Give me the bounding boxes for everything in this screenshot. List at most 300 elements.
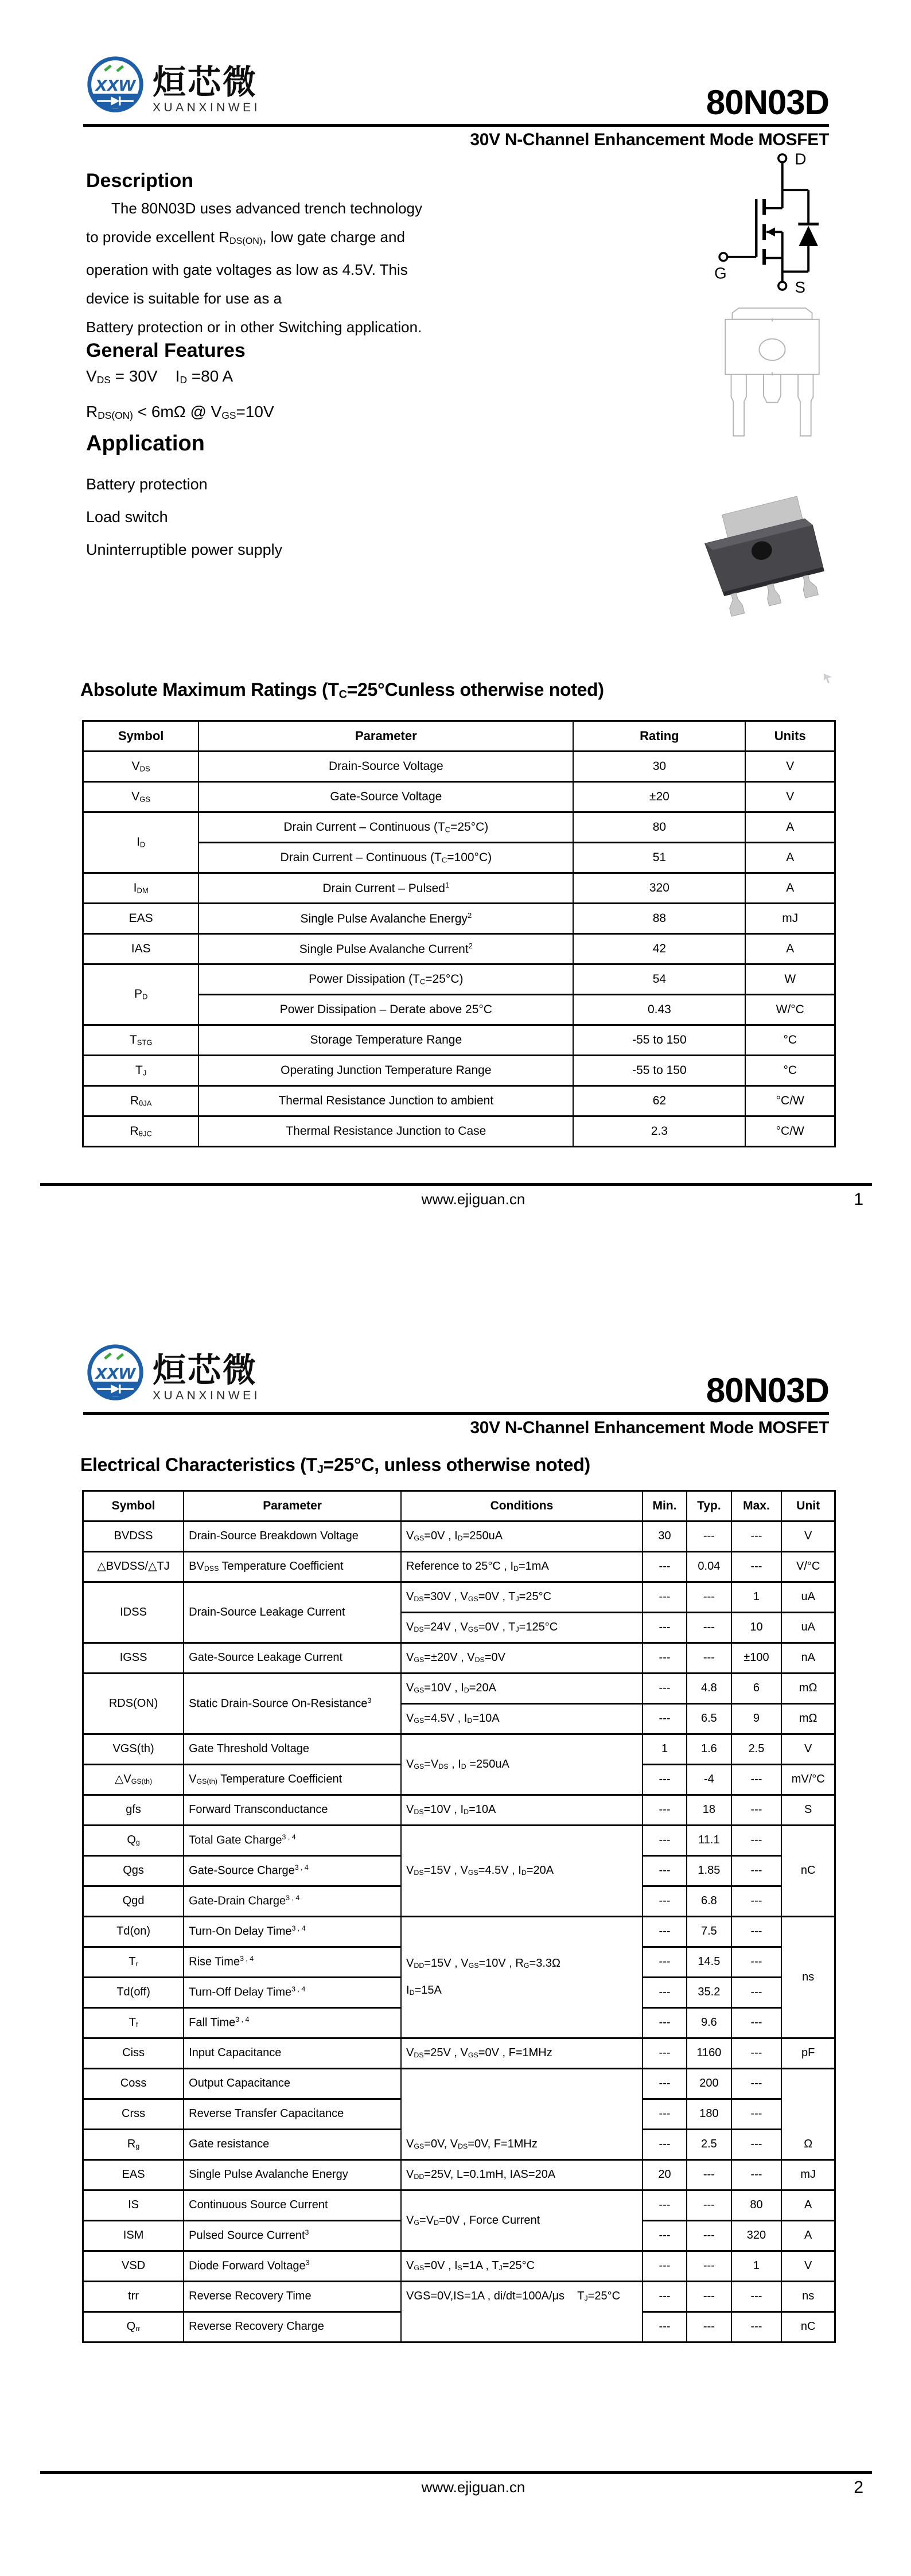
table-cell: --- (643, 1978, 687, 2008)
table-cell: --- (643, 1582, 687, 1613)
table-cell: 0.43 (573, 995, 745, 1025)
application-item: Load switch (86, 508, 168, 526)
table-row (83, 1674, 835, 1704)
table-cell: -55 to 150 (573, 1025, 745, 1056)
part-number: 80N03D (706, 83, 829, 122)
table-cell: 7.5 (687, 1917, 731, 1947)
application-heading: Application (86, 431, 205, 456)
table-cell: ±20 (573, 782, 745, 812)
table-cell: 6 (731, 1674, 782, 1704)
table-cell: Continuous Source Current (184, 2190, 401, 2221)
table-cell: 1 (731, 2251, 782, 2282)
table-cell: --- (731, 1886, 782, 1917)
table-cell: nC (781, 1826, 835, 1917)
table-row (83, 2282, 835, 2312)
table-cell: EAS (83, 2160, 184, 2190)
table-cell: $V_{GS}=4.5V$ , $I_D=10A$ (401, 1704, 643, 1734)
table-cell: W (745, 964, 835, 995)
header-rule (83, 124, 829, 127)
table-cell: --- (643, 1917, 687, 1947)
electrical-characteristics-table (82, 1490, 836, 2343)
description-line: device is suitable for use as a (86, 289, 282, 307)
general-features-line: $R_{DS(ON)} < 6m\Omega$ @ $V_{GS}=10V$ (86, 403, 274, 422)
table-cell: Total Gate Charge$^{3 , 4}$ (184, 1826, 401, 1856)
table-cell: VGS=0V,IS=1A , di/dt=100A/μs $T_J=25^\circ C$ (401, 2282, 643, 2342)
table-row (83, 2069, 835, 2099)
table-cell: Output Capacitance (184, 2069, 401, 2099)
table-cell: 14.5 (687, 1947, 731, 1978)
gate-label: G (714, 264, 727, 282)
table-cell: --- (643, 1826, 687, 1856)
table-cell: --- (643, 1795, 687, 1826)
table-cell: --- (643, 1765, 687, 1795)
table-row (83, 964, 835, 995)
table-cell: --- (643, 1886, 687, 1917)
table-cell: ns (781, 1917, 835, 2038)
description-line: to provide excellent $R_{DS(ON)}$, low gate charge and (86, 228, 405, 246)
table-cell: IS (83, 2190, 184, 2221)
table-row (83, 2190, 835, 2221)
table-cell: --- (731, 1795, 782, 1826)
table-cell: Qgs (83, 1856, 184, 1886)
table-cell: IGSS (83, 1643, 184, 1674)
table-cell: IDSS (83, 1582, 184, 1643)
table-row (83, 1086, 835, 1116)
table-cell: V (781, 2251, 835, 2282)
table-cell: --- (643, 1704, 687, 1734)
table-cell: Operating Junction Temperature Range (198, 1056, 573, 1086)
column-header: Parameter (198, 721, 573, 752)
footer-rule (40, 1183, 872, 1186)
table-row (83, 1025, 835, 1056)
table-cell: $R_g$ (83, 2130, 184, 2160)
table-cell: A (781, 2190, 835, 2221)
table-cell: VGS(th) (83, 1734, 184, 1765)
table-cell: $\triangle V_{GS(th)}$ (83, 1765, 184, 1795)
table-cell: $T_{STG}$ (83, 1025, 199, 1056)
brand-name-cn: 烜芯微 (153, 64, 258, 101)
document-subtitle: 30V N-Channel Enhancement Mode MOSFET (470, 130, 829, 149)
table-cell: uA (781, 1582, 835, 1613)
table-cell: $V_{DD}=15V$ , $V_{GS}=10V$ , $R_G=3.3\Omega$ $I_D=15A$ (401, 1917, 643, 2038)
table-cell: Forward Transconductance (184, 1795, 401, 1826)
table-cell: 2.5 (731, 1734, 782, 1765)
table-cell: Diode Forward Voltage$^3$ (184, 2251, 401, 2282)
table-cell: $T_f$ (83, 2008, 184, 2038)
table-cell: 62 (573, 1086, 745, 1116)
table-cell: $V_{DS}$ (83, 752, 199, 782)
table-cell: Rise Time$^{3 , 4}$ (184, 1947, 401, 1978)
package-3d-image (701, 492, 824, 617)
table-row (83, 1056, 835, 1086)
table-cell: °C/W (745, 1116, 835, 1147)
table-cell: nC (781, 2312, 835, 2342)
table-cell: --- (687, 2190, 731, 2221)
table-cell: VSD (83, 2251, 184, 2282)
table-cell: --- (731, 2160, 782, 2190)
table-cell: nA (781, 1643, 835, 1674)
table-cell: Turn-Off Delay Time$^{3 , 4}$ (184, 1978, 401, 2008)
table-cell: V/°C (781, 1552, 835, 1582)
table-cell: 0.04 (687, 1552, 731, 1582)
table-cell: $V_{DS}=25V$ , $V_{GS}=0V$ , F=1MHz (401, 2038, 643, 2069)
column-header: Max. (731, 1491, 782, 1522)
table-cell: --- (643, 1613, 687, 1643)
table-cell: °C (745, 1056, 835, 1086)
brand-name-en: XUANXINWEI (153, 101, 261, 114)
table-cell: 88 (573, 904, 745, 934)
table-cell: 1.6 (687, 1734, 731, 1765)
table-row (83, 812, 835, 843)
table-cell: mΩ (781, 1674, 835, 1704)
table-cell: --- (643, 1856, 687, 1886)
column-header: Symbol (83, 1491, 184, 1522)
brand-mark-letters: xxw (95, 1360, 135, 1384)
table-cell: -4 (687, 1765, 731, 1795)
table-row (83, 1522, 835, 1552)
table-cell: --- (687, 1613, 731, 1643)
table-cell: $V_{GS}=0V$ , $I_S=1A$ , $T_J=25^\circ C$ (401, 2251, 643, 2282)
table-cell: --- (687, 1522, 731, 1552)
footer-website-link[interactable]: www.ejiguan.cn (421, 1190, 525, 1208)
table-cell: V (745, 752, 835, 782)
table-cell: --- (643, 1643, 687, 1674)
table-cell: $T_J$ (83, 1056, 199, 1086)
table-cell: Thermal Resistance Junction to Case (198, 1116, 573, 1147)
table-cell: 20 (643, 2160, 687, 2190)
table-cell: Single Pulse Avalanche Energy$^2$ (198, 904, 573, 934)
table-cell: Coss (83, 2069, 184, 2099)
table-row (83, 1917, 835, 1947)
table-row (83, 782, 835, 812)
description-heading: Description (86, 170, 194, 192)
package-outline-icon (718, 303, 826, 448)
table-row (83, 904, 835, 934)
table-cell: Power Dissipation – Derate above 25°C (198, 995, 573, 1025)
electrical-characteristics-heading: Electrical Characteristics ($T_J=25^\circ C$, unless otherwise noted) (80, 1454, 590, 1476)
table-cell: Power Dissipation $(T_C=25^\circ C)$ (198, 964, 573, 995)
table-cell: 1 (731, 1582, 782, 1613)
table-cell: $V_{GS}=0V$, $V_{DS}=0V$, F=1MHz (401, 2069, 643, 2160)
table-cell: A (745, 812, 835, 843)
abs-max-heading: Absolute Maximum Ratings ($T_C=25^\circ Cunless$ otherwise noted) (80, 679, 604, 701)
table-row (83, 2251, 835, 2282)
table-cell: 1160 (687, 2038, 731, 2069)
table-cell: $Q_g$ (83, 1826, 184, 1856)
description-line: The 80N03D uses advanced trench technology (111, 200, 423, 217)
table-cell: 6.8 (687, 1886, 731, 1917)
table-cell: $V_{DS}=10V$ , $I_D=10A$ (401, 1795, 643, 1826)
table-cell: --- (731, 2008, 782, 2038)
table-row (83, 2160, 835, 2190)
general-features-line: $V_{DS} = 30V$ $I_D =80$ A (86, 367, 233, 386)
table-cell: --- (731, 2130, 782, 2160)
column-header: Conditions (401, 1491, 643, 1522)
table-row (83, 1582, 835, 1613)
table-row (83, 934, 835, 964)
table-cell: --- (731, 2069, 782, 2099)
table-cell: 30 (643, 1522, 687, 1552)
brand-name-cn: 烜芯微 (153, 1352, 258, 1389)
table-cell: $V_{GS}=V_{DS}$ , $I_D =250uA$ (401, 1734, 643, 1795)
column-header: Unit (781, 1491, 835, 1522)
table-cell: A (745, 843, 835, 873)
table-cell: 9.6 (687, 2008, 731, 2038)
table-cell: 180 (687, 2099, 731, 2130)
table-cell: mΩ (781, 1704, 835, 1734)
table-cell: Storage Temperature Range (198, 1025, 573, 1056)
source-label: S (795, 278, 805, 296)
table-header-row (83, 1491, 835, 1522)
document-subtitle: 30V N-Channel Enhancement Mode MOSFET (470, 1418, 829, 1437)
table-cell: $BV_{DSS}$ Temperature Coefficient (184, 1552, 401, 1582)
table-cell: 54 (573, 964, 745, 995)
table-cell: --- (643, 2312, 687, 2342)
table-cell: --- (687, 2221, 731, 2251)
table-cell: --- (731, 1765, 782, 1795)
table-row (83, 1826, 835, 1856)
table-cell: V (745, 782, 835, 812)
table-cell: 320 (573, 873, 745, 904)
part-number: 80N03D (706, 1371, 829, 1410)
table-cell: $R_{\theta JA}$ (83, 1086, 199, 1116)
table-row (83, 1734, 835, 1765)
table-cell: gfs (83, 1795, 184, 1826)
table-cell: $R_{\theta JC}$ (83, 1116, 199, 1147)
table-cell: -55 to 150 (573, 1056, 745, 1086)
table-cell: RDS(ON) (83, 1674, 184, 1734)
table-cell: Gate Threshold Voltage (184, 1734, 401, 1765)
column-header: Min. (643, 1491, 687, 1522)
table-cell: Reference to 25°C , $I_D=1mA$ (401, 1552, 643, 1582)
table-cell: --- (687, 2160, 731, 2190)
table-cell: 42 (573, 934, 745, 964)
table-cell: Reverse Recovery Time (184, 2282, 401, 2312)
table-cell: Turn-On Delay Time$^{3 , 4}$ (184, 1917, 401, 1947)
table-cell: --- (687, 2312, 731, 2342)
table-cell: $V_{DD}=25V$, L=0.1mH, IAS=20A (401, 2160, 643, 2190)
table-cell: $V_{DS}=30V$ , $V_{GS}=0V$ , $T_J=25^\circ C$ (401, 1582, 643, 1613)
table-cell: 35.2 (687, 1978, 731, 2008)
header-rule (83, 1412, 829, 1415)
table-cell: mJ (781, 2160, 835, 2190)
table-cell: Pulsed Source Current$^3$ (184, 2221, 401, 2251)
table-cell: 1.85 (687, 1856, 731, 1886)
table-cell: Td(off) (83, 1978, 184, 2008)
table-cell: --- (643, 2221, 687, 2251)
table-cell: $V_{GS(th)}$ Temperature Coefficient (184, 1765, 401, 1795)
table-cell: Gate-Drain Charge$^{3 , 4}$ (184, 1886, 401, 1917)
table-row (83, 1116, 835, 1147)
table-cell: Drain-Source Leakage Current (184, 1582, 401, 1643)
table-cell: 11.1 (687, 1826, 731, 1856)
table-cell: $V_{GS}=\pm 20V$ , $V_{DS}=0V$ (401, 1643, 643, 1674)
table-cell: A (745, 873, 835, 904)
table-cell: A (745, 934, 835, 964)
table-cell: Reverse Recovery Charge (184, 2312, 401, 2342)
table-cell: --- (643, 1674, 687, 1704)
table-cell: BVDSS (83, 1522, 184, 1552)
table-cell: Thermal Resistance Junction to ambient (198, 1086, 573, 1116)
table-cell: Fall Time$^{3 , 4}$ (184, 2008, 401, 2038)
table-cell: --- (731, 2312, 782, 2342)
table-cell: $V_{DS}=15V$ , $V_{GS}=4.5V$ , $I_D=20A$ (401, 1826, 643, 1917)
table-cell: Gate-Source Voltage (198, 782, 573, 812)
table-row (83, 1795, 835, 1826)
table-cell: EAS (83, 904, 199, 934)
column-header: Rating (573, 721, 745, 752)
table-cell: --- (643, 2282, 687, 2312)
table-cell: 4.8 (687, 1674, 731, 1704)
table-cell: --- (731, 1917, 782, 1947)
table-cell: V (781, 1734, 835, 1765)
application-item: Battery protection (86, 476, 208, 493)
table-cell: --- (643, 2038, 687, 2069)
column-header: Parameter (184, 1491, 401, 1522)
table-cell: trr (83, 2282, 184, 2312)
table-cell: --- (731, 1826, 782, 1856)
table-cell: 9 (731, 1704, 782, 1734)
table-cell: Drain Current – Continuous $(T_C=100^\circ C)$ (198, 843, 573, 873)
table-cell: $V_{GS}$ (83, 782, 199, 812)
page-2 (0, 1288, 911, 2576)
table-cell: Reverse Transfer Capacitance (184, 2099, 401, 2130)
table-cell: pF (781, 2038, 835, 2069)
table-cell: --- (731, 1856, 782, 1886)
page-number: 1 (854, 1190, 863, 1209)
table-cell: --- (687, 1643, 731, 1674)
table-cell: Drain Current – Pulsed$^1$ (198, 873, 573, 904)
table-cell: A (781, 2221, 835, 2251)
table-cell: △BVDSS/△TJ (83, 1552, 184, 1582)
table-cell: °C/W (745, 1086, 835, 1116)
description-paragraph (86, 194, 545, 341)
general-features-heading: General Features (86, 340, 246, 361)
table-cell: --- (643, 2251, 687, 2282)
table-cell: Ciss (83, 2038, 184, 2069)
table-cell: $I_D$ (83, 812, 199, 873)
table-cell: --- (731, 2038, 782, 2069)
table-cell: $V_{DS}=24V$ , $V_{GS}=0V$ , $T_J=125^\circ C$ (401, 1613, 643, 1643)
table-cell: --- (687, 1582, 731, 1613)
table-cell: mV/°C (781, 1765, 835, 1795)
cursor-artifact-icon (823, 672, 835, 685)
table-cell: Drain-Source Breakdown Voltage (184, 1522, 401, 1552)
table-cell: --- (643, 2130, 687, 2160)
table-cell: 320 (731, 2221, 782, 2251)
table-cell: --- (687, 2282, 731, 2312)
table-cell: --- (687, 2251, 731, 2282)
table-cell: 1 (643, 1734, 687, 1765)
table-cell: --- (643, 2069, 687, 2099)
footer-rule (40, 2471, 872, 2474)
table-cell: IAS (83, 934, 199, 964)
table-cell: 2.3 (573, 1116, 745, 1147)
table-cell: --- (731, 1552, 782, 1582)
table-cell: --- (731, 1522, 782, 1552)
table-cell: $V_{GS}=0V$ , $I_D=250uA$ (401, 1522, 643, 1552)
table-cell: --- (731, 2282, 782, 2312)
table-row (83, 2038, 835, 2069)
table-cell: Input Capacitance (184, 2038, 401, 2069)
table-cell: Ω (781, 2069, 835, 2160)
table-row (83, 873, 835, 904)
table-cell: ns (781, 2282, 835, 2312)
absolute-maximum-ratings-table (82, 720, 836, 1147)
table-cell: 80 (573, 812, 745, 843)
mosfet-symbol-icon (711, 151, 826, 296)
table-cell: Drain-Source Voltage (198, 752, 573, 782)
table-cell: --- (643, 2099, 687, 2130)
table-cell: --- (731, 1947, 782, 1978)
table-cell: --- (643, 2190, 687, 2221)
table-cell: ±100 (731, 1643, 782, 1674)
table-cell: Crss (83, 2099, 184, 2130)
column-header: Typ. (687, 1491, 731, 1522)
table-cell: --- (731, 2099, 782, 2130)
table-cell: $V_{GS}=10V$ , $I_D=20A$ (401, 1674, 643, 1704)
table-cell: Gate resistance (184, 2130, 401, 2160)
table-cell: 30 (573, 752, 745, 782)
table-cell: uA (781, 1613, 835, 1643)
table-cell: 6.5 (687, 1704, 731, 1734)
footer-website-link[interactable]: www.ejiguan.cn (421, 2478, 525, 2496)
table-cell: 200 (687, 2069, 731, 2099)
table-cell: --- (643, 1552, 687, 1582)
page-number: 2 (854, 2478, 863, 2497)
table-cell: 2.5 (687, 2130, 731, 2160)
table-cell: $P_D$ (83, 964, 199, 1025)
table-cell: V (781, 1522, 835, 1552)
application-item: Uninterruptible power supply (86, 541, 283, 558)
table-cell: Drain Current – Continuous $(T_C=25^\circ C)$ (198, 812, 573, 843)
description-line: operation with gate voltages as low as 4.5V. This (86, 260, 408, 278)
table-cell: Gate-Source Charge$^{3 , 4}$ (184, 1856, 401, 1886)
table-row (83, 1643, 835, 1674)
table-cell: $Q_{rr}$ (83, 2312, 184, 2342)
table-cell: mJ (745, 904, 835, 934)
table-cell: 51 (573, 843, 745, 873)
table-row (83, 1552, 835, 1582)
description-line: Battery protection or in other Switching application. (86, 318, 422, 336)
table-cell: Td(on) (83, 1917, 184, 1947)
table-cell: $V_G=V_D=0V$ , Force Current (401, 2190, 643, 2251)
table-cell: Single Pulse Avalanche Energy (184, 2160, 401, 2190)
table-cell: 18 (687, 1795, 731, 1826)
table-cell: Qgd (83, 1886, 184, 1917)
column-header: Units (745, 721, 835, 752)
brand-name-en: XUANXINWEI (153, 1389, 261, 1402)
table-cell: 10 (731, 1613, 782, 1643)
table-header-row (83, 721, 835, 752)
table-cell: W/°C (745, 995, 835, 1025)
drain-label: D (795, 151, 807, 168)
table-cell: --- (643, 1947, 687, 1978)
column-header: Symbol (83, 721, 199, 752)
brand-mark-letters: xxw (95, 72, 135, 96)
table-cell: --- (731, 1978, 782, 2008)
table-cell: $I_{DM}$ (83, 873, 199, 904)
table-row (83, 752, 835, 782)
table-cell: °C (745, 1025, 835, 1056)
table-cell: 80 (731, 2190, 782, 2221)
table-cell: ISM (83, 2221, 184, 2251)
table-cell: Single Pulse Avalanche Current$^2$ (198, 934, 573, 964)
table-cell: Gate-Source Leakage Current (184, 1643, 401, 1674)
table-cell: $T_r$ (83, 1947, 184, 1978)
application-list (86, 468, 282, 566)
table-cell: --- (643, 2008, 687, 2038)
